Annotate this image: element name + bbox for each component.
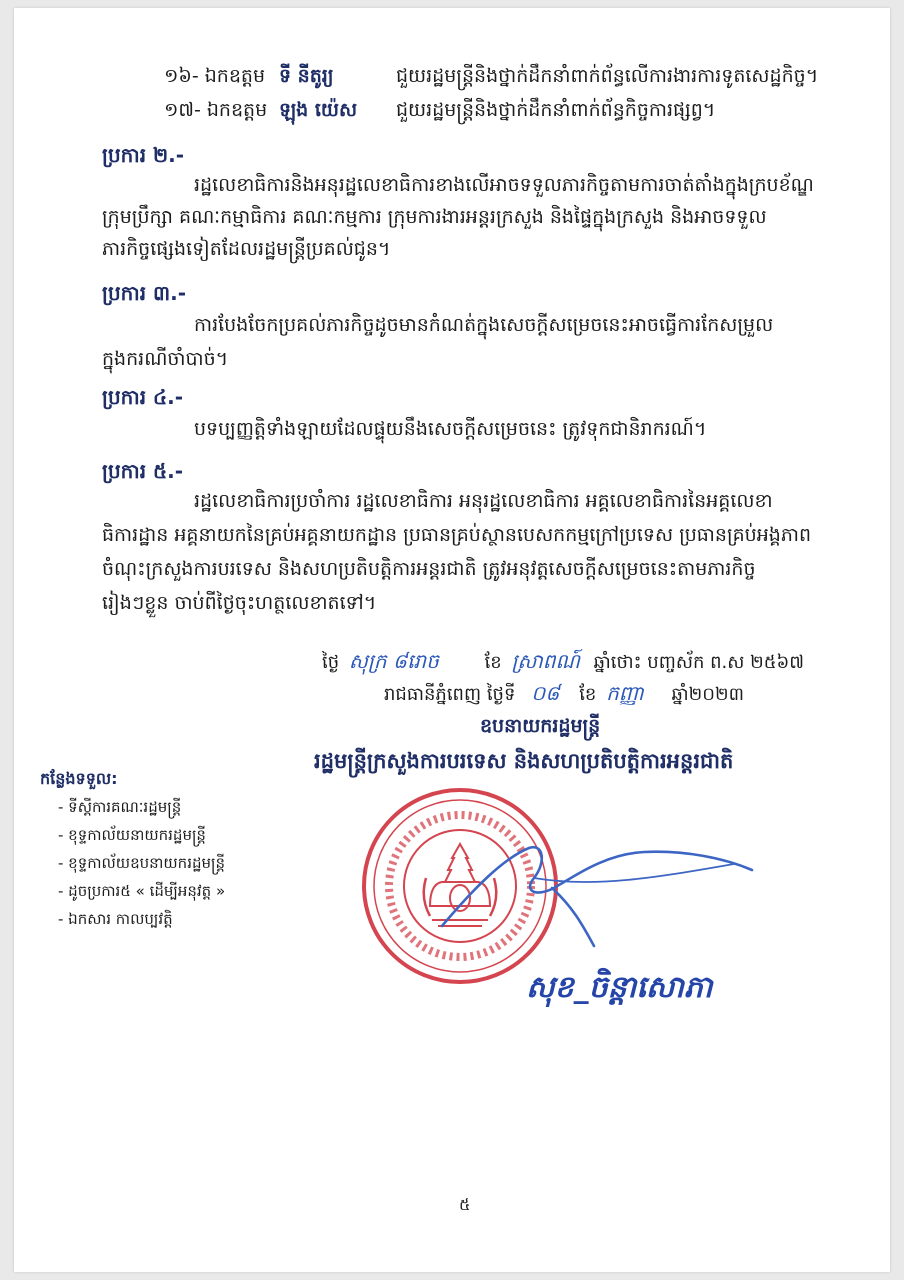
lunar-year: ឆ្នាំថោះ បញ្ចស័ក ព.ស ២៥៦៧: [593, 652, 804, 673]
article-line: រដ្ឋលេខាធិការប្រចាំការ រដ្ឋលេខាធិការ អនុរដ្ឋលេខាធិការ អគ្គលេខាធិការនៃអគ្គលេខា: [194, 490, 773, 512]
official-name: ទី នីតូរ្យ: [279, 65, 334, 87]
recipient-item: - ខុទ្ទកាល័យនាយករដ្ឋមន្ត្រី: [58, 826, 206, 844]
document-page: [14, 8, 890, 1272]
signatory-title-minister: រដ្ឋមន្ត្រីក្រសួងការបរទេស និងសហប្រតិបត្តិការអន្តរជាតិ: [314, 749, 734, 773]
gregorian-date-line: [384, 680, 744, 710]
article-line: រដ្ឋលេខាធិការនិងអនុរដ្ឋលេខាធិការខាងលើអាចទទួលភារកិច្ចតាមការចាត់តាំងក្នុងក្របខ័ណ្ឌ: [194, 174, 814, 196]
official-number-title: ១៦- ឯកឧត្តម: [164, 65, 266, 87]
recipient-item: - ខុទ្ទកាល័យឧបនាយករដ្ឋមន្ត្រី: [58, 854, 225, 872]
article-line: បទប្បញ្ញត្តិទាំងឡាយដែលផ្ទុយនឹងសេចក្តីសម្រេចនេះ ត្រូវទុកជានិរាករណ៍។: [194, 418, 707, 440]
official-duty: ជួយរដ្ឋមន្ត្រីនិងថ្នាក់ដឹកនាំពាក់ព័ន្ធលើការងារការទូតសេដ្ឋកិច្ច។: [396, 65, 819, 87]
gregorian-year: ឆ្នាំ២០២៣: [671, 684, 745, 705]
lunar-day-handwritten: សុក្រ ៨រោច: [348, 649, 439, 673]
place-and-day-label: រាជធានីភ្នំពេញ ថ្ងៃទី: [384, 684, 516, 705]
month-handwritten: កញ្ញា: [606, 681, 644, 705]
article-line: ការបែងចែកប្រគល់ភារកិច្ចដូចមានកំណត់ក្នុងសេចក្តីសម្រេចនេះអាចធ្វើការកែសម្រួល: [194, 314, 774, 336]
lunar-day-prefix: ថ្ងៃ: [322, 652, 340, 673]
article-line: ចំណុះក្រសួងការបរទេស និងសហប្រតិបត្តិការអន្តរជាតិ ត្រូវអនុវត្តសេចក្តីសម្រេចនេះតាមភារកិច្ច: [102, 558, 756, 580]
recipients-title: កន្លែងទទួល:: [40, 769, 118, 788]
recipient-item: - ឯកសារ កាលប្បវត្តិ: [58, 910, 173, 928]
recipient-item: - ដូចប្រការ៥ « ដើម្បីអនុវត្ត »: [58, 882, 226, 900]
article-line: ធិការដ្ឋាន អគ្គនាយកនៃគ្រប់អគ្គនាយកដ្ឋាន ប្រធានគ្រប់ស្ថានបេសកកម្មក្រៅប្រទេស ប្រធានគ្រប់អង្គភាព: [102, 524, 812, 546]
article-line: ភារកិច្ចផ្សេងទៀតដែលរដ្ឋមន្ត្រីប្រគល់ជូន។: [102, 238, 391, 260]
handwritten-signature-icon: [434, 818, 764, 958]
recipient-item: - ទីស្តីការគណៈរដ្ឋមន្ត្រី: [58, 798, 182, 816]
official-name: ឡុង យ៉េស: [279, 99, 358, 121]
article-line: ក្នុងករណីចាំបាច់។: [102, 348, 229, 370]
signatory-title-deputy-pm: ឧបនាយករដ្ឋមន្ត្រី: [480, 715, 601, 737]
lunar-date-line: [322, 648, 804, 678]
article-line: ក្រុមប្រឹក្សា គណៈកម្មាធិការ គណៈកម្មការ ក្រុមការងារអន្តរក្រសួង និងផ្ទៃក្នុងក្រសួង និងអាចទទួល: [102, 206, 767, 228]
signatory-name: សុខ_ចិន្តាសោភា: [526, 970, 713, 1005]
article-line: រៀងៗខ្លួន ចាប់ពីថ្ងៃចុះហត្ថលេខាតទៅ។: [102, 592, 377, 614]
article-heading: ប្រការ ៤.-: [102, 385, 184, 409]
official-row: [164, 98, 267, 126]
lunar-month-handwritten: ស្រាពណ៍: [511, 649, 580, 673]
article-heading: ប្រការ ៣.-: [102, 281, 186, 305]
day-handwritten: ០៨: [531, 681, 560, 705]
official-duty: ជួយរដ្ឋមន្ត្រីនិងថ្នាក់ដឹកនាំពាក់ព័ន្ធកិច្ចការផ្សព្វ។: [396, 99, 716, 121]
article-heading: ប្រការ ៥.-: [102, 459, 184, 483]
official-row: [164, 64, 265, 92]
month-label: ខែ: [579, 684, 597, 705]
lunar-month-prefix: ខែ: [484, 652, 502, 673]
article-heading: ប្រការ ២.-: [102, 143, 185, 167]
page-number: ៥: [459, 1195, 471, 1214]
official-number-title: ១៧- ឯកឧត្តម: [164, 99, 268, 121]
